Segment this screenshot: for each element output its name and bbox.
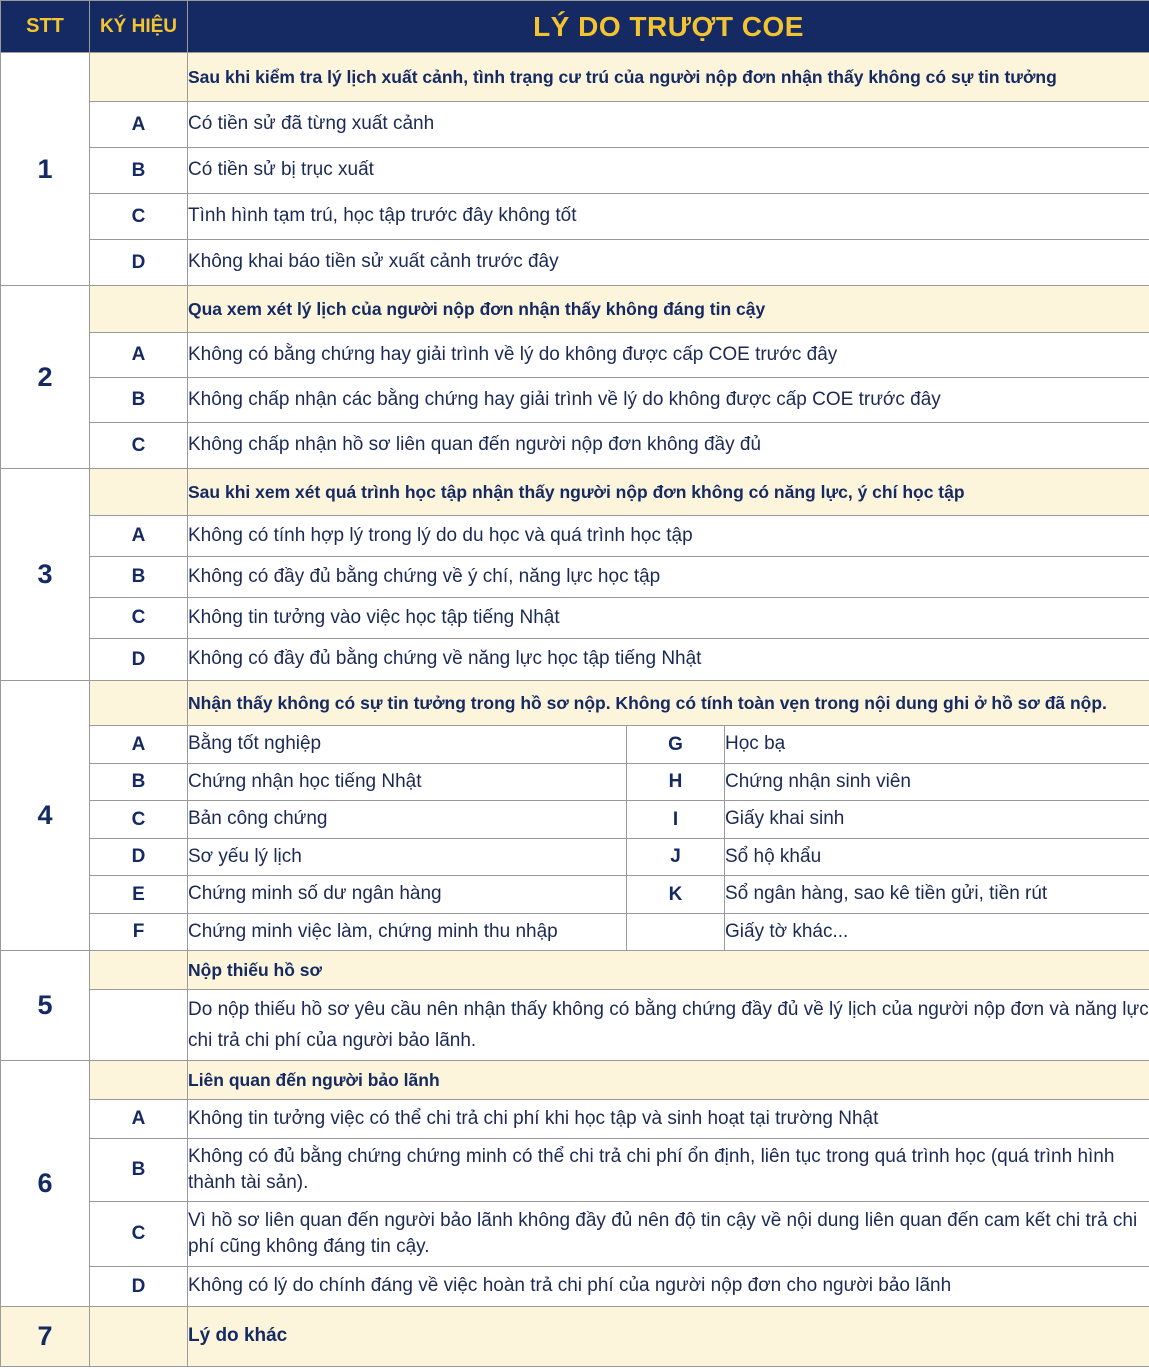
section-7-row [1, 1307, 1149, 1367]
symbol-cell: D [90, 839, 188, 876]
table-row [1, 914, 1149, 951]
table-row [1, 557, 1149, 598]
section-number: 1 [1, 53, 90, 286]
symbol-cell: C [90, 1202, 188, 1267]
table-row [1, 839, 1149, 876]
table-row [1, 726, 1149, 764]
section-number: 2 [1, 286, 90, 469]
header-title: LÝ DO TRƯỢT COE [188, 1, 1149, 53]
table-row [1, 1202, 1149, 1267]
table-row [1, 876, 1149, 914]
reason-text: Không tin tưởng vào việc học tập tiếng Nhật [188, 598, 1149, 639]
symbol-cell [90, 469, 188, 516]
reason-text: Không chấp nhận các bằng chứng hay giải trình về lý do không được cấp COE trước đây [188, 378, 1149, 423]
table-row [1, 1100, 1149, 1139]
symbol-cell [90, 990, 188, 1061]
reason-text: Không có lý do chính đáng về việc hoàn trả chi phí của người nộp đơn cho người bảo lãnh [188, 1267, 1149, 1307]
reason-text: Có tiền sử bị trục xuất [188, 148, 1149, 194]
symbol-cell: H [627, 764, 725, 801]
symbol-cell [90, 53, 188, 102]
symbol-cell: A [90, 726, 188, 764]
section-number: 3 [1, 469, 90, 681]
header-ky-hieu: KÝ HIỆU [90, 1, 188, 53]
symbol-cell: A [90, 102, 188, 148]
document-name: Bằng tốt nghiệp [188, 726, 627, 764]
table-row [1, 598, 1149, 639]
section-number: 4 [1, 681, 90, 951]
reason-text: Không khai báo tiền sử xuất cảnh trước đây [188, 240, 1149, 286]
reason-text: Không có đầy đủ bằng chứng về năng lực học tập tiếng Nhật [188, 639, 1149, 681]
section-heading: Sau khi xem xét quá trình học tập nhận thấy người nộp đơn không có năng lực, ý chí học tập [188, 469, 1149, 516]
table-row [1, 639, 1149, 681]
reason-text: Vì hồ sơ liên quan đến người bảo lãnh không đầy đủ nên độ tin cậy về nội dung liên quan đến cam kết chi trả chi phí cũng không đáng tin cậy. [188, 1202, 1149, 1267]
document-name: Học bạ [725, 726, 1149, 764]
symbol-cell: B [90, 148, 188, 194]
symbol-cell: A [90, 516, 188, 557]
symbol-cell: D [90, 240, 188, 286]
table-row [1, 990, 1149, 1061]
document-name: Sổ hộ khẩu [725, 839, 1149, 876]
section-heading: Lý do khác [188, 1307, 1149, 1367]
symbol-cell: C [90, 423, 188, 469]
symbol-cell [90, 681, 188, 726]
section-heading: Sau khi kiểm tra lý lịch xuất cảnh, tình trạng cư trú của người nộp đơn nhận thấy không có sự tin tưởng [188, 53, 1149, 102]
document-name: Chứng minh việc làm, chứng minh thu nhập [188, 914, 627, 951]
section-number: 6 [1, 1061, 90, 1307]
symbol-cell: A [90, 333, 188, 378]
table-row [1, 764, 1149, 801]
document-name: Chứng nhận sinh viên [725, 764, 1149, 801]
table-row [1, 516, 1149, 557]
section-4-heading-row [1, 681, 1149, 726]
table-row [1, 148, 1149, 194]
document-name: Sơ yếu lý lịch [188, 839, 627, 876]
section-heading: Qua xem xét lý lịch của người nộp đơn nhận thấy không đáng tin cậy [188, 286, 1149, 333]
document-name: Sổ ngân hàng, sao kê tiền gửi, tiền rút [725, 876, 1149, 914]
symbol-cell: B [90, 764, 188, 801]
symbol-cell: K [627, 876, 725, 914]
document-name: Chứng nhận học tiếng Nhật [188, 764, 627, 801]
symbol-cell [90, 286, 188, 333]
header-stt: STT [1, 1, 90, 53]
table-header-row [1, 1, 1149, 53]
table-row [1, 423, 1149, 469]
section-number: 5 [1, 951, 90, 1061]
table-row [1, 102, 1149, 148]
section-2-heading-row [1, 286, 1149, 333]
table-row [1, 1139, 1149, 1202]
symbol-cell: F [90, 914, 188, 951]
symbol-cell: D [90, 639, 188, 681]
reason-text: Không có đầy đủ bằng chứng về ý chí, năng lực học tập [188, 557, 1149, 598]
section-3-heading-row [1, 469, 1149, 516]
reason-text: Do nộp thiếu hồ sơ yêu cầu nên nhận thấy không có bằng chứng đầy đủ về lý lịch của người nộp đơn và năng lực chi trả chi phí của người bảo lãnh. [188, 990, 1149, 1061]
table-row [1, 333, 1149, 378]
reason-text: Không có đủ bằng chứng chứng minh có thể chi trả chi phí ổn định, liên tục trong quá trình học (quá trình hình thành tài sản). [188, 1139, 1149, 1202]
symbol-cell: D [90, 1267, 188, 1307]
section-5-heading-row [1, 951, 1149, 990]
section-6-heading-row [1, 1061, 1149, 1100]
section-1-heading-row [1, 53, 1149, 102]
reason-text: Không tin tưởng việc có thể chi trả chi phí khi học tập và sinh hoạt tại trường Nhật [188, 1100, 1149, 1139]
reason-text: Không có tính hợp lý trong lý do du học và quá trình học tập [188, 516, 1149, 557]
document-name: Bản công chứng [188, 801, 627, 839]
symbol-cell: E [90, 876, 188, 914]
section-heading: Nhận thấy không có sự tin tưởng trong hồ sơ nộp. Không có tính toàn vẹn trong nội dung ghi ở hồ sơ đã nộp. [188, 681, 1149, 726]
symbol-cell: B [90, 1139, 188, 1202]
symbol-cell: B [90, 378, 188, 423]
symbol-cell: C [90, 598, 188, 639]
document-name: Giấy khai sinh [725, 801, 1149, 839]
symbol-cell [627, 914, 725, 951]
reason-text: Không chấp nhận hồ sơ liên quan đến người nộp đơn không đầy đủ [188, 423, 1149, 469]
section-number: 7 [1, 1307, 90, 1367]
symbol-cell: C [90, 194, 188, 240]
symbol-cell [90, 1307, 188, 1367]
reason-text: Tình hình tạm trú, học tập trước đây không tốt [188, 194, 1149, 240]
symbol-cell: G [627, 726, 725, 764]
symbol-cell: I [627, 801, 725, 839]
symbol-cell: C [90, 801, 188, 839]
section-heading: Nộp thiếu hồ sơ [188, 951, 1149, 990]
symbol-cell: J [627, 839, 725, 876]
symbol-cell: B [90, 557, 188, 598]
symbol-cell: A [90, 1100, 188, 1139]
document-name: Giấy tờ khác... [725, 914, 1149, 951]
symbol-cell [90, 1061, 188, 1100]
table-row [1, 378, 1149, 423]
symbol-cell [90, 951, 188, 990]
table-row [1, 194, 1149, 240]
table-row [1, 240, 1149, 286]
document-name: Chứng minh số dư ngân hàng [188, 876, 627, 914]
table-row [1, 1267, 1149, 1307]
section-heading: Liên quan đến người bảo lãnh [188, 1061, 1149, 1100]
table-row [1, 801, 1149, 839]
reason-text: Không có bằng chứng hay giải trình về lý do không được cấp COE trước đây [188, 333, 1149, 378]
reason-text: Có tiền sử đã từng xuất cảnh [188, 102, 1149, 148]
